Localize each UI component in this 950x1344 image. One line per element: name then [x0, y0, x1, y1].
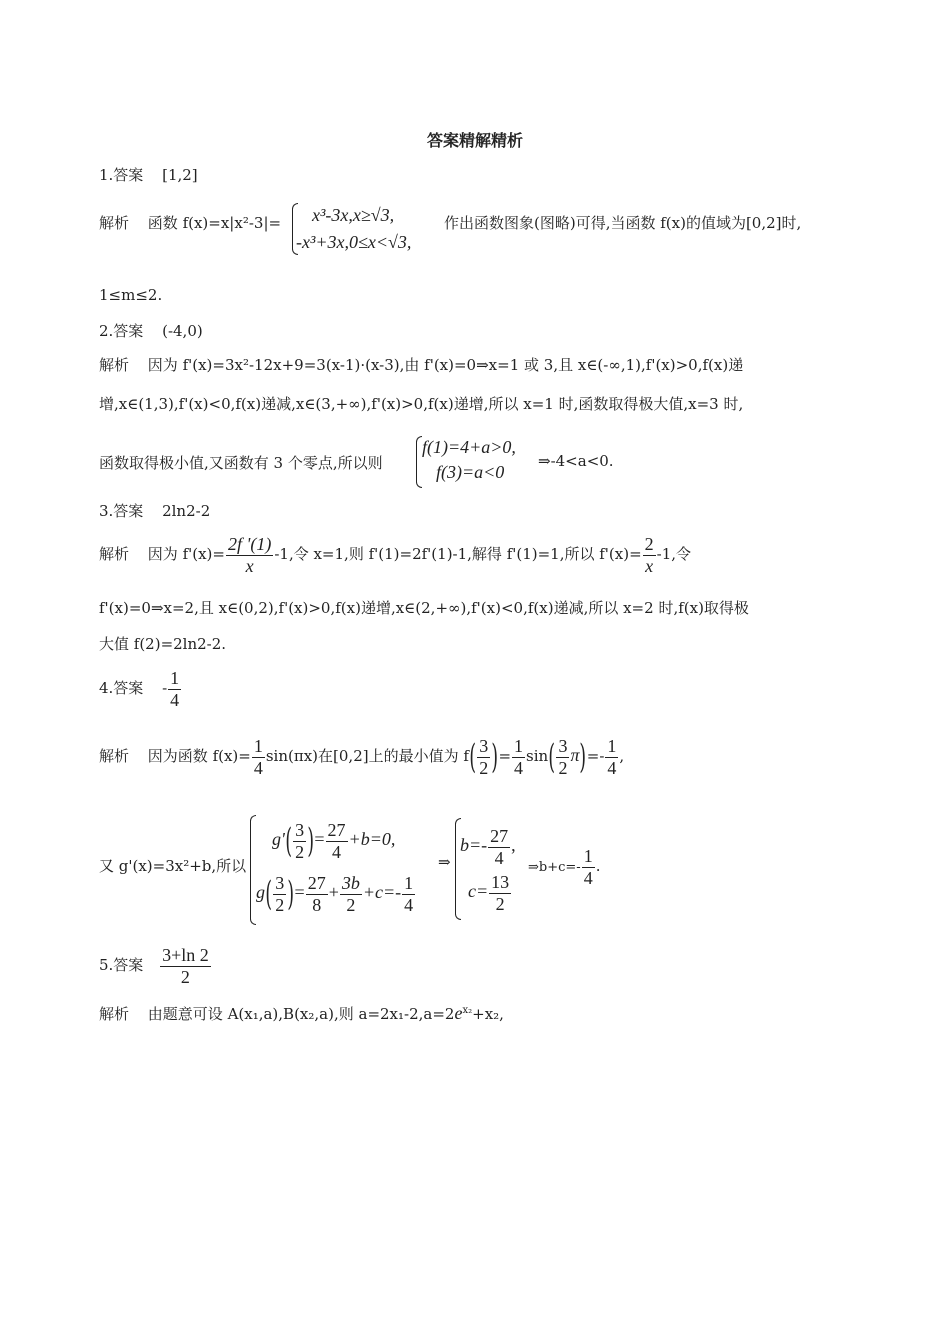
q5-line1b: +x₂,: [472, 1005, 504, 1023]
q4-s1a: b=-: [460, 835, 488, 856]
q4-r2-frac4-num: 1: [404, 873, 414, 893]
q4-s2-frac: [489, 872, 511, 914]
q2-line2: 增,x∈(1,3),f'(x)<0,f(x)递减,x∈(3,+∞),f'(x)>0,f(x)递增,所以 x=1 时,函数取得极大值,x=3 时,: [99, 395, 744, 413]
q4-l1end: ,: [619, 747, 625, 766]
q4-r2-frac4-den: 4: [404, 894, 414, 915]
q4-l1b: sin(πx)在[0,2]上的最小值为 f: [265, 747, 469, 766]
q3-text-c: -1,令: [656, 545, 692, 564]
q4-answer-fraction: [168, 668, 181, 710]
q4-s2-den: 2: [495, 893, 505, 914]
q2-system-row1: f(1)=4+a>0,: [422, 437, 516, 457]
q3-analysis-label: 解析: [99, 545, 130, 564]
q5-e-exponent: x₂: [462, 1005, 473, 1016]
q3-text-b: -1,令 x=1,则 f'(1)=2f'(1)-1,解得 f'(1)=1,所以 f'(x)=: [274, 545, 642, 564]
q4-r1-frac1-num: 3: [295, 820, 305, 840]
q5-answer-den: 2: [180, 966, 190, 987]
q1-answer-value: [1,2]: [162, 166, 198, 184]
q1-text1: 函数 f(x)=x|x²-3|=: [147, 214, 282, 232]
left-paren: (: [548, 737, 556, 778]
q4-r2-frac2-num: 27: [307, 873, 326, 893]
q2-line1-text: 因为 f'(x)=3x²-12x+9=3(x-1)·(x-3),由 f'(x)=0⇒x=1 或 3,且 x∈(-∞,1),f'(x)>0,f(x)递: [147, 356, 744, 374]
q4-result-frac: [582, 846, 595, 888]
q4-frac-3: [512, 736, 525, 778]
q1-analysis-label: 解析: [99, 214, 130, 232]
q4-r1-frac1: [293, 820, 306, 862]
q2-line3b: ⇒-4<a<0.: [538, 452, 614, 470]
q2-answer: [99, 320, 203, 341]
q4-r2-frac1: [273, 873, 286, 915]
q4-r1-frac2: [326, 820, 348, 862]
q3-line3: 大值 f(2)=2ln2-2.: [99, 635, 227, 653]
q3-fraction-2: [643, 534, 656, 576]
q4-frac-5-den: 4: [607, 757, 617, 778]
q3-fraction-1-num: 2f '(1): [227, 534, 272, 554]
q1-case1: x³-3x,x≥√3,: [312, 205, 395, 225]
q4-frac-4-num: 3: [558, 736, 568, 756]
q4-r2-frac2-den: 8: [312, 894, 322, 915]
q3-fraction-1-den: x: [245, 555, 254, 576]
q4-r1c: +b=0,: [348, 829, 396, 850]
q2-line3a: 函数取得极小值,又函数有 3 个零点,所以则: [99, 454, 383, 472]
q1-analysis-line1: [99, 212, 281, 233]
q4-r2-frac3-den: 2: [346, 894, 356, 915]
q4-line1: [99, 736, 624, 778]
right-paren: ): [491, 737, 499, 778]
q4-r1b: =: [314, 829, 325, 850]
q4-l2b: ⇒b+c=-: [528, 860, 581, 876]
q4-s2a: c=: [468, 881, 489, 902]
q4-r2d: +c=-: [362, 882, 402, 903]
q4-s1-frac: [488, 826, 510, 868]
q4-l1e: =-: [586, 747, 605, 766]
q3-line2: f'(x)=0⇒x=2,且 x∈(0,2),f'(x)>0,f(x)递增,x∈(2,+∞),f'(x)<0,f(x)递减,所以 x=2 时,f(x)取得极: [99, 599, 749, 617]
q4-r2-frac1-num: 3: [275, 873, 285, 893]
q4-r2-frac3: [340, 873, 362, 915]
q4-frac-3-den: 4: [514, 757, 524, 778]
q4-answer-label: 4.答案: [99, 679, 144, 698]
q4-l1d: sin: [526, 747, 549, 766]
q1-text2: 作出函数图象(图略)可得,当函数 f(x)的值域为[0,2]时,: [444, 214, 802, 232]
q4-r2a: g: [256, 882, 265, 903]
page-title: 答案精解精析: [426, 131, 523, 150]
q1-answer: [99, 164, 198, 185]
q4-l1c: =: [498, 747, 512, 766]
q4-r1a: g': [272, 829, 285, 850]
q4-s2-num: 13: [491, 872, 510, 892]
q4-frac-1: [252, 736, 265, 778]
left-paren: (: [265, 874, 272, 915]
q2-analysis-label: 解析: [99, 356, 130, 374]
q4-r1-frac2-num: 27: [327, 820, 346, 840]
q4-frac-2: [477, 736, 490, 778]
right-paren: ): [579, 737, 587, 778]
q4-system1-row2: [256, 873, 416, 915]
q5-line1a: 由题意可设 A(x₁,a),B(x₂,a),则 a=2x₁-2,a=2: [147, 1005, 455, 1023]
q5-e: e: [454, 1003, 463, 1023]
q1-text3: 1≤m≤2.: [99, 286, 163, 304]
q4-frac-5-num: 1: [607, 736, 617, 756]
q4-r2-frac4: [402, 873, 415, 915]
q4-r1-frac2-den: 4: [332, 841, 342, 862]
q4-r2-frac2: [306, 873, 328, 915]
q5-line1: [99, 1003, 504, 1024]
q5-answer: [99, 945, 212, 987]
q3-fraction-2-den: x: [645, 555, 654, 576]
left-paren: (: [469, 737, 476, 778]
q4-frac-2-den: 2: [479, 757, 489, 778]
q4-result-den: 4: [583, 867, 593, 888]
q4-pi: π: [570, 745, 580, 766]
q4-frac-1-num: 1: [253, 736, 263, 756]
q4-s1b: ,: [511, 835, 516, 856]
q5-analysis-label: 解析: [99, 1005, 130, 1023]
q4-l2c: .: [595, 857, 601, 876]
q4-frac-1-den: 4: [253, 757, 263, 778]
right-paren: ): [307, 821, 315, 862]
q4-r2c: +: [328, 882, 339, 903]
q2-answer-value: (-4,0): [162, 322, 203, 340]
q4-frac-4: [556, 736, 569, 778]
q4-frac-2-num: 3: [479, 736, 489, 756]
q2-answer-label: 2.答案: [99, 322, 144, 340]
q3-fraction-1: [226, 534, 273, 576]
q4-s1-num: 27: [490, 826, 509, 846]
left-paren: (: [285, 821, 292, 862]
q4-answer: [99, 668, 182, 710]
q4-frac-3-num: 1: [514, 736, 524, 756]
right-paren: ): [287, 874, 295, 915]
q4-answer-num: 1: [170, 668, 180, 688]
q4-r1-frac1-den: 2: [295, 841, 305, 862]
q4-line2-result: [528, 846, 600, 888]
q4-r2b: =: [294, 882, 305, 903]
q1-answer-label: 1.答案: [99, 166, 144, 184]
q5-answer-fraction: [160, 945, 211, 987]
q4-system2-row1: [460, 826, 516, 868]
q4-answer-minus: -: [162, 679, 168, 698]
q4-implies-arrow: ⇒: [438, 853, 451, 871]
q4-system1-row1: [272, 820, 395, 862]
q5-answer-label: 5.答案: [99, 956, 144, 975]
q4-answer-den: 4: [170, 689, 180, 710]
q3-line1: [99, 534, 691, 576]
q4-result-num: 1: [583, 846, 593, 866]
q2-line1: [99, 354, 743, 375]
q3-answer-value: 2ln2-2: [162, 502, 211, 520]
q5-answer-num: 3+ln 2: [162, 945, 209, 965]
q4-frac-4-den: 2: [558, 757, 568, 778]
q3-answer: [99, 500, 210, 521]
q4-frac-5: [605, 736, 618, 778]
q3-text-a: 因为 f'(x)=: [147, 545, 225, 564]
q4-l1a: 因为函数 f(x)=: [147, 747, 251, 766]
q4-r2-frac3-num: 3b: [341, 873, 360, 893]
q2-system-row2: f(3)=a<0: [436, 462, 505, 482]
q4-s1-den: 4: [494, 847, 504, 868]
q4-r2-frac1-den: 2: [275, 894, 285, 915]
q4-line2-prefix: 又 g'(x)=3x²+b,所以: [99, 857, 247, 875]
q4-system2-row2: [468, 872, 512, 914]
q3-answer-label: 3.答案: [99, 502, 144, 520]
q3-fraction-2-num: 2: [644, 534, 654, 554]
q4-analysis-label: 解析: [99, 747, 130, 766]
q1-case2: -x³+3x,0≤x<√3,: [296, 232, 412, 252]
